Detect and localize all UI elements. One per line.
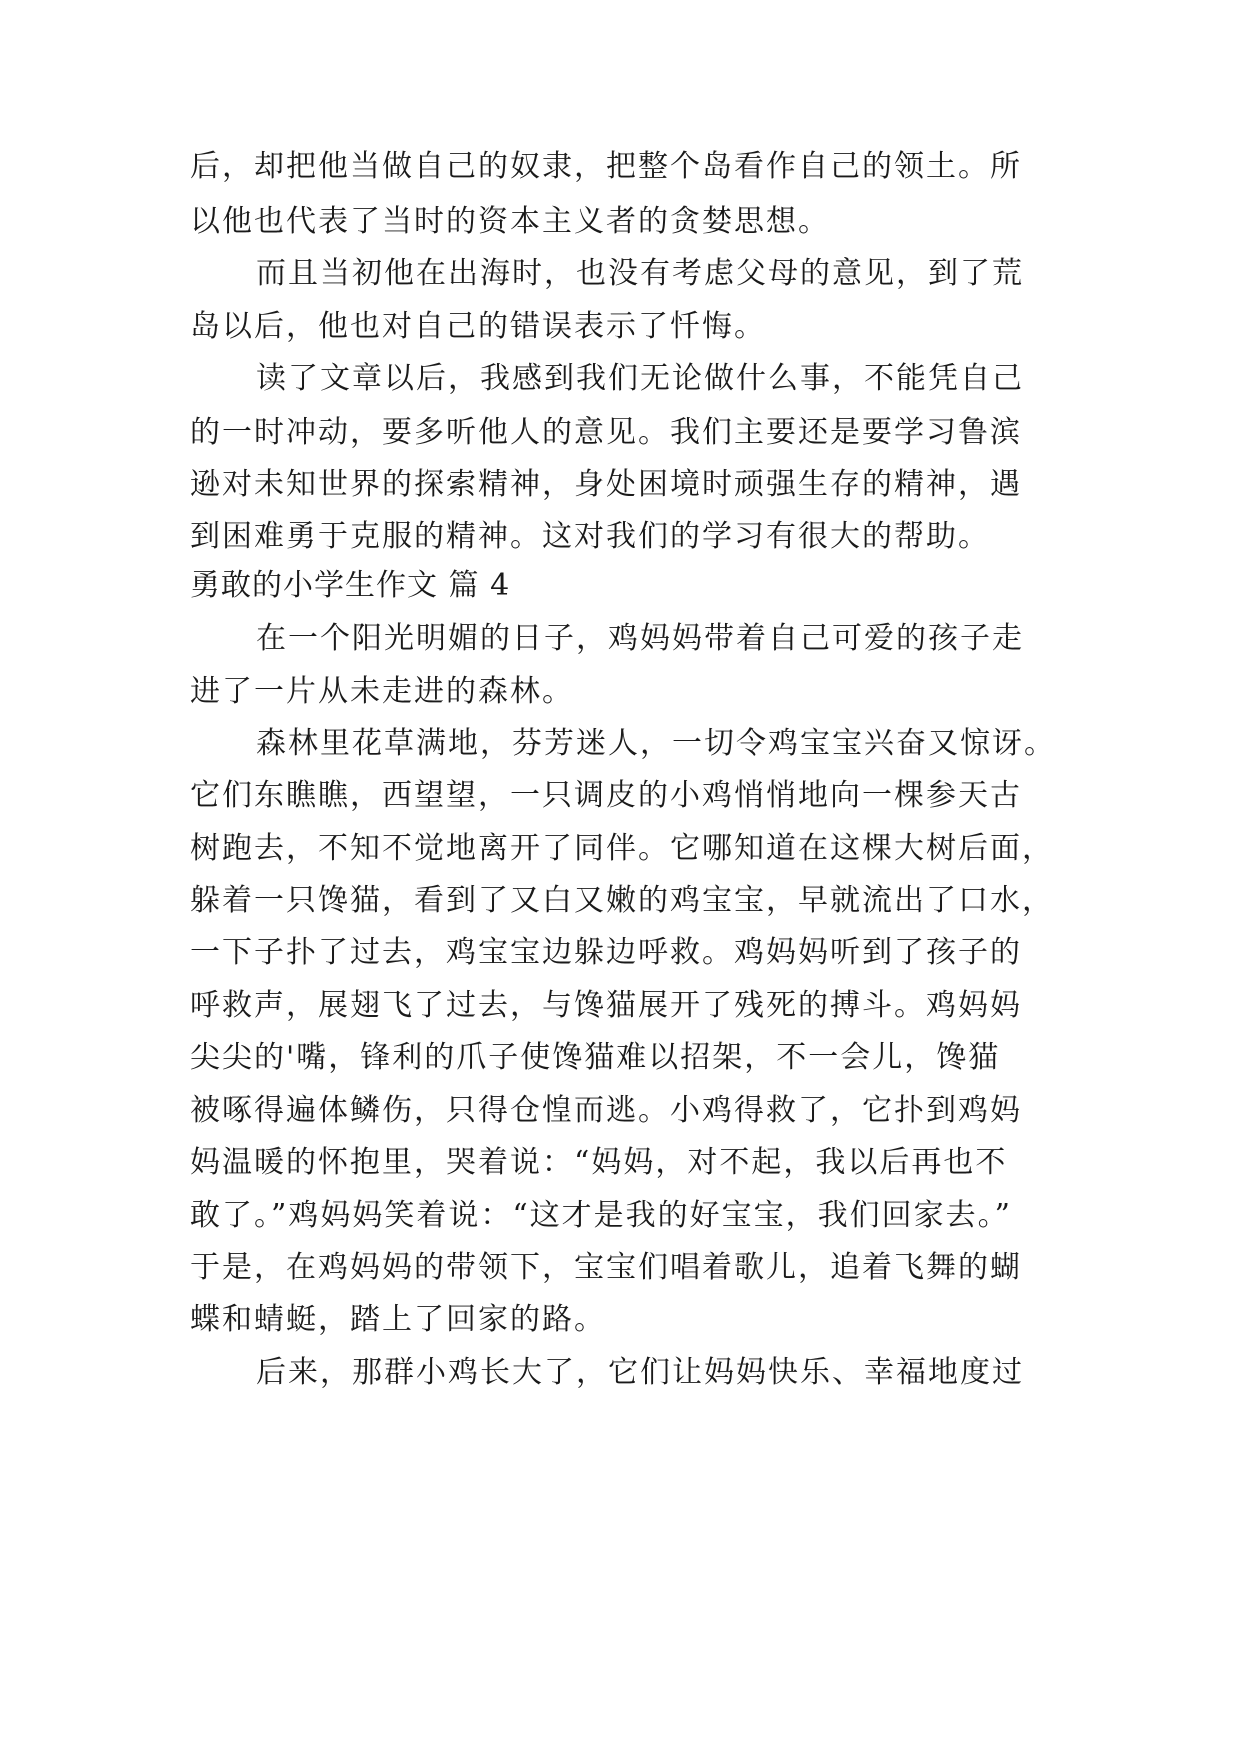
text-line: 的一时冲动，要多听他人的意见。我们主要还是要学习鲁滨: [190, 415, 1022, 450]
text-line: 呼救声，展翅飞了过去，与馋猫展开了残死的搏斗。鸡妈妈: [190, 988, 1022, 1023]
text-line: 到困难勇于克服的精神。这对我们的学习有很大的帮助。: [190, 519, 990, 554]
text-line: 树跑去，不知不觉地离开了同伴。它哪知道在这棵大树后面，: [190, 831, 1054, 866]
text-line: 进了一片从未走进的森林。: [190, 674, 574, 709]
text-line: 一下子扑了过去，鸡宝宝边躲边呼救。鸡妈妈听到了孩子的: [190, 935, 1022, 970]
text-line: 蝶和蜻蜓，踏上了回家的路。: [190, 1302, 606, 1337]
paragraph-first-line: 而且当初他在出海时，也没有考虑父母的意见，到了荒: [256, 256, 1024, 291]
text-line: 后，却把他当做自己的奴隶，把整个岛看作自己的领土。所: [190, 149, 1022, 184]
text-line: 以他也代表了当时的资本主义者的贪婪思想。: [190, 204, 830, 239]
text-line: 躲着一只馋猫，看到了又白又嫩的鸡宝宝，早就流出了口水，: [190, 883, 1054, 918]
paragraph-first-line: 森林里花草满地，芬芳迷人，一切令鸡宝宝兴奋又惊讶。: [256, 726, 1056, 761]
paragraph-first-line: 读了文章以后，我感到我们无论做什么事，不能凭自己: [256, 361, 1024, 396]
text-line: 逊对未知世界的探索精神，身处困境时顽强生存的精神，遇: [190, 467, 1022, 502]
paragraph-first-line: 在一个阳光明媚的日子，鸡妈妈带着自己可爱的孩子走: [256, 621, 1024, 656]
text-line: 它们东瞧瞧，西望望，一只调皮的小鸡悄悄地向一棵参天古: [190, 778, 1022, 813]
section-heading: 勇敢的小学生作文 篇 4: [190, 568, 511, 603]
text-line: 岛以后，他也对自己的错误表示了忏悔。: [190, 309, 766, 344]
text-line: 妈温暖的怀抱里，哭着说：“妈妈，对不起，我以后再也不: [190, 1145, 1008, 1180]
text-line: 尖尖的'嘴，锋利的爪子使馋猫难以招架，不一会儿，馋猫: [190, 1040, 1001, 1075]
text-line: 被啄得遍体鳞伤，只得仓惶而逃。小鸡得救了，它扑到鸡妈: [190, 1093, 1022, 1128]
paragraph-first-line: 后来，那群小鸡长大了，它们让妈妈快乐、幸福地度过: [256, 1355, 1024, 1390]
text-line: 敢了。”鸡妈妈笑着说：“这才是我的好宝宝，我们回家去。”: [190, 1198, 1013, 1233]
text-line: 于是，在鸡妈妈的带领下，宝宝们唱着歌儿，追着飞舞的蝴: [190, 1250, 1022, 1285]
